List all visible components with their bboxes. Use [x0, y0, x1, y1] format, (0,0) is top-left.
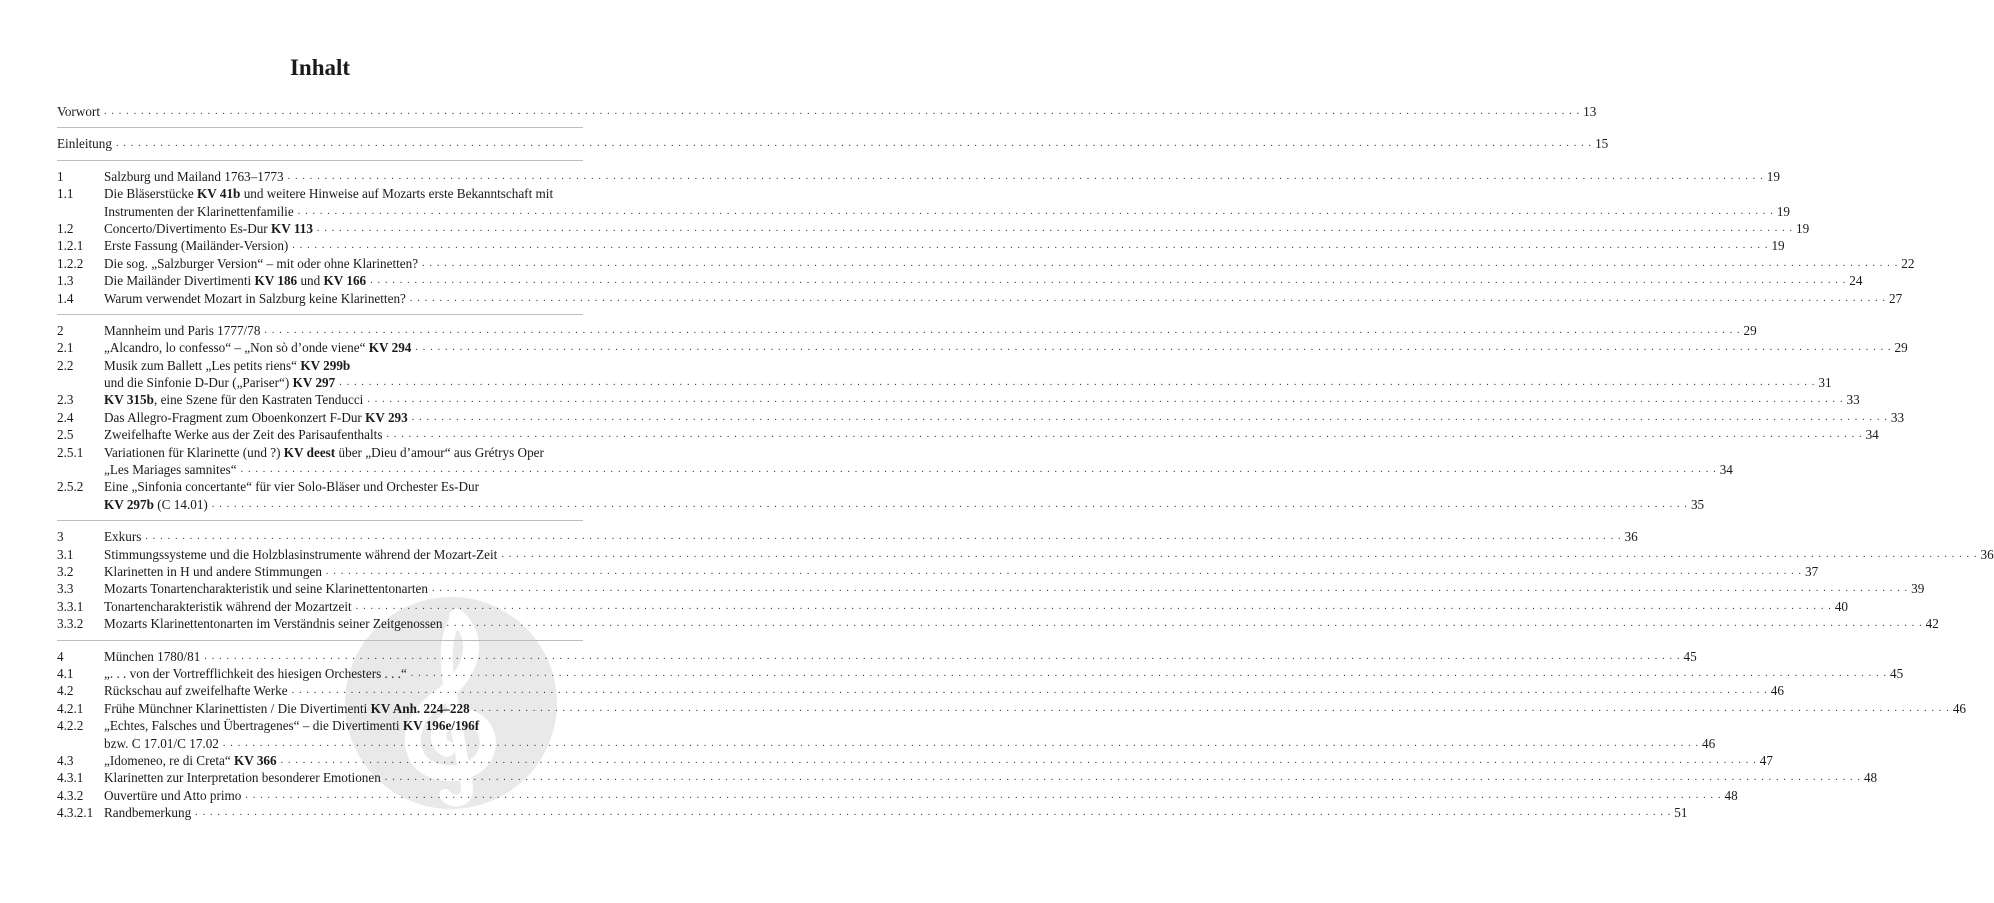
toc-entry[interactable]	[57, 409, 1905, 426]
section-number: 4.3.2.1	[57, 805, 94, 821]
title-text: Concerto/Divertimento Es-Dur	[104, 220, 272, 236]
section-number: 3.3.1	[57, 598, 84, 614]
section-number: 1.4	[57, 290, 74, 306]
page-number: 36	[1980, 546, 1994, 562]
dot-leader: . . . . . . . . . . . . . . . . . . . . . . . . . . . . . . . . . . . . . . . . . . . . . . . . . . . . . . . . . . . . . . . . . . . . . . . . . . . . . . . . . . . . . . . . . . . . . . . . . . . . . . . . . . . . . . . . . . . . . . . . . . . . . . . . . . . . . . . . . . . . . . . . . . . . . . . . . . . . . . . . . . . . . . . . . . . . . . . . . . . . . . . . . . . . . . . . . . . . . . . .	[280, 754, 1757, 766]
section-number: 2	[57, 322, 64, 338]
page-number: 29	[1743, 322, 1757, 338]
toc-entry[interactable]	[57, 220, 1810, 237]
toc-entry[interactable]	[57, 528, 1638, 545]
toc-entry[interactable]	[57, 203, 1790, 220]
entry-title	[104, 682, 288, 699]
title-text: Zweifelhafte Werke aus der Zeit des Parisaufenthalts	[104, 427, 383, 443]
dot-leader: . . . . . . . . . . . . . . . . . . . . . . . . . . . . . . . . . . . . . . . . . . . . . . . . . . . . . . . . . . . . . . . . . . . . . . . . . . . . . . . . . . . . . . . . . . . . . . . . . . . . . . . . . . . . . . . . . . . . . . . . . . . . . . . . . . . . . . . . . . . . . . . . . . . . . . . . . . . . . . . . . . . . . . . . . . . . . . . . . . . . . . . . . . . . . . . . . . . . . . . .	[325, 565, 1803, 577]
page-number: 19	[1796, 220, 1810, 236]
page-number: 39	[1911, 581, 1925, 597]
title-text: „Idomeneo, re di Creta“	[104, 752, 234, 768]
dot-leader: . . . . . . . . . . . . . . . . . . . . . . . . . . . . . . . . . . . . . . . . . . . . . . . . . . . . . . . . . . . . . . . . . . . . . . . . . . . . . . . . . . . . . . . . . . . . . . . . . . . . . . . . . . . . . . . . . . . . . . . . . . . . . . . . . . . . . . . . . . . . . . . . . . . . . . . . . . . . . . . . . . . . . . . . . . . . . . . . . . . . . . . . . . . . . . . . . . . . . . . .	[115, 138, 1593, 150]
title-text: Das Allegro-Fragment zum Oboenkonzert F-Dur	[104, 409, 366, 425]
section-number: 2.2	[57, 357, 74, 373]
page-number: 47	[1759, 752, 1773, 768]
entry-title	[104, 339, 411, 356]
toc-entry[interactable]	[57, 444, 583, 461]
entry-title	[104, 804, 191, 821]
toc-entry[interactable]	[57, 580, 1925, 597]
entry-title	[104, 496, 208, 513]
entry-title	[104, 648, 200, 665]
section-number: 3.3.2	[57, 616, 84, 632]
toc-group	[57, 161, 1915, 315]
toc-entry[interactable]	[57, 752, 1773, 769]
entry-title	[104, 203, 294, 220]
section-number: 1.2	[57, 220, 74, 236]
work-number: KV 294	[368, 340, 412, 356]
entry-title	[104, 787, 241, 804]
title-text: Tonartencharakteristik während der Mozartzeit	[104, 598, 352, 614]
section-number: 3.3	[57, 581, 74, 597]
entry-title	[104, 478, 583, 495]
dot-leader: . . . . . . . . . . . . . . . . . . . . . . . . . . . . . . . . . . . . . . . . . . . . . . . . . . . . . . . . . . . . . . . . . . . . . . . . . . . . . . . . . . . . . . . . . . . . . . . . . . . . . . . . . . . . . . . . . . . . . . . . . . . . . . . . . . . . . . . . . . . . . . . . . . . . . . . . . . . . . . . . . . . . . . . . . . . . . . . . . . . . . . . . . . . . . . . . . . . . . . . .	[316, 222, 1794, 234]
entry-title	[104, 237, 288, 254]
entry-title	[104, 580, 428, 597]
entry-title	[104, 546, 497, 563]
title-text: „Echtes, Falsches und Übertragenes“ – die Divertimenti	[104, 718, 403, 734]
title-text: und weitere Hinweise auf Mozarts erste Bekanntschaft mit	[240, 186, 554, 202]
work-number: KV 166	[323, 273, 367, 289]
entry-title	[104, 598, 352, 615]
page-number: 40	[1834, 598, 1849, 614]
page-number: 19	[1766, 168, 1780, 184]
title-text: , eine Szene für den Kastraten Tenducci	[153, 392, 364, 408]
dot-leader: . . . . . . . . . . . . . . . . . . . . . . . . . . . . . . . . . . . . . . . . . . . . . . . . . . . . . . . . . . . . . . . . . . . . . . . . . . . . . . . . . . . . . . . . . . . . . . . . . . . . . . . . . . . . . . . . . . . . . . . . . . . . . . . . . . . . . . . . . . . . . . . . . . . . . . . . . . . . . . . . . . . . . . . . . . . . . . . . . . . . . . . . . . . . . . . . . . . . . . . .	[264, 324, 1741, 336]
dot-leader: . . . . . . . . . . . . . . . . . . . . . . . . . . . . . . . . . . . . . . . . . . . . . . . . . . . . . . . . . . . . . . . . . . . . . . . . . . . . . . . . . . . . . . . . . . . . . . . . . . . . . . . . . . . . . . . . . . . . . . . . . . . . . . . . . . . . . . . . . . . . . . . . . . . . . . . . . . . . . . . . . . . . . . . . . . . . . . . . . . . . . . . . . . . . . . . . . . . . . . . .	[339, 377, 1816, 389]
section-number: 3.2	[57, 563, 74, 579]
page-number: 48	[1863, 770, 1878, 786]
page-number: 33	[1890, 409, 1905, 425]
entry-title	[104, 426, 382, 443]
toc-entry[interactable]	[57, 717, 583, 734]
toc-entry[interactable]	[57, 237, 1785, 254]
title-text: München 1780/81	[104, 648, 201, 664]
title-text: bzw. C 17.01/C 17.02	[104, 735, 219, 751]
table-of-contents	[57, 96, 1994, 828]
title-text: Mozarts Tonartencharakteristik und seine Klarinettentonarten	[104, 581, 429, 597]
toc-entry[interactable]	[57, 461, 1733, 478]
title-text: Rückschau auf zweifelhafte Werke	[104, 683, 288, 699]
entry-title	[104, 290, 406, 307]
section-number: 4.2.1	[57, 700, 84, 716]
dot-leader: . . . . . . . . . . . . . . . . . . . . . . . . . . . . . . . . . . . . . . . . . . . . . . . . . . . . . . . . . . . . . . . . . . . . . . . . . . . . . . . . . . . . . . . . . . . . . . . . . . . . . . . . . . . . . . . . . . . . . . . . . . . . . . . . . . . . . . . . . . . . . . . . . . . . . . . . . . . . . . . . . . . . . . . . . . . . . . . . . . . . . . . . . . . . . . . . . . . . . . . .	[222, 737, 1700, 749]
toc-entry[interactable]	[57, 185, 583, 202]
work-number: KV 186	[254, 273, 298, 289]
dot-leader: . . . . . . . . . . . . . . . . . . . . . . . . . . . . . . . . . . . . . . . . . . . . . . . . . . . . . . . . . . . . . . . . . . . . . . . . . . . . . . . . . . . . . . . . . . . . . . . . . . . . . . . . . . . . . . . . . . . . . . . . . . . . . . . . . . . . . . . . . . . . . . . . . . . . . . . . . . . . . . . . . . . . . . . . . . . . . . . . . . . . . . . . . . . . . . . . . . . . . . . .	[292, 240, 1769, 252]
page-number: 24	[1849, 273, 1863, 289]
section-number: 1	[57, 168, 64, 184]
toc-group	[57, 96, 1597, 128]
title-text: „Alcandro, lo confesso“ – „Non sò d’onde viene“	[104, 340, 369, 356]
title-text: Klarinetten in H und andere Stimmungen	[104, 563, 322, 579]
title-text: „Les Mariages samnites“	[104, 462, 237, 478]
title-text: Die Bläserstücke	[104, 186, 198, 202]
title-text: und die Sinfonie D-Dur („Pariser“)	[104, 375, 293, 391]
section-number: 1.2.2	[57, 255, 84, 271]
dot-leader: . . . . . . . . . . . . . . . . . . . . . . . . . . . . . . . . . . . . . . . . . . . . . . . . . . . . . . . . . . . . . . . . . . . . . . . . . . . . . . . . . . . . . . . . . . . . . . . . . . . . . . . . . . . . . . . . . . . . . . . . . . . . . . . . . . . . . . . . . . . . . . . . . . . . . . . . . . . . . . . . . . . . . . . . . . . . . . . . . . . . . . . . . . . . . . . . . . . . . . . .	[410, 667, 1888, 679]
entry-title	[104, 665, 407, 682]
title-text: Musik zum Ballett „Les petits riens“	[104, 357, 301, 373]
toc-entry[interactable]	[57, 255, 1915, 272]
dot-leader: . . . . . . . . . . . . . . . . . . . . . . . . . . . . . . . . . . . . . . . . . . . . . . . . . . . . . . . . . . . . . . . . . . . . . . . . . . . . . . . . . . . . . . . . . . . . . . . . . . . . . . . . . . . . . . . . . . . . . . . . . . . . . . . . . . . . . . . . . . . . . . . . . . . . . . . . . . . . . . . . . . . . . . . . . . . . . . . . . . . . . . . . . . . . . . . . . . . . . . . .	[245, 789, 1722, 801]
title-text: Exkurs	[104, 529, 142, 545]
section-number: 4.2	[57, 683, 74, 699]
page-number: 34	[1719, 462, 1733, 478]
entry-title	[104, 700, 470, 717]
section-number	[57, 496, 104, 513]
entry-title	[104, 391, 363, 408]
toc-entry[interactable]	[57, 735, 1716, 752]
dot-leader: . . . . . . . . . . . . . . . . . . . . . . . . . . . . . . . . . . . . . . . . . . . . . . . . . . . . . . . . . . . . . . . . . . . . . . . . . . . . . . . . . . . . . . . . . . . . . . . . . . . . . . . . . . . . . . . . . . . . . . . . . . . . . . . . . . . . . . . . . . . . . . . . . . . . . . . . . . . . . . . . . . . . . . . . . . . . . . . . . . . . . . . . . . . . . . . . . . . . . . . .	[297, 205, 1774, 217]
page-number: 42	[1925, 616, 1939, 632]
entry-title	[104, 322, 260, 339]
page-number: 35	[1690, 496, 1705, 512]
section-number: 2.5.2	[57, 479, 84, 495]
section-number: 2.5	[57, 427, 74, 443]
title-text: Mannheim und Paris 1777/78	[104, 322, 261, 338]
title-text: Einleitung	[57, 136, 112, 152]
toc-entry[interactable]	[57, 648, 1697, 665]
entry-title	[104, 615, 443, 632]
entry-title	[104, 272, 366, 289]
entry-title	[104, 461, 237, 478]
toc-entry[interactable]	[57, 478, 583, 495]
page-number: 37	[1805, 563, 1819, 579]
dot-leader: . . . . . . . . . . . . . . . . . . . . . . . . . . . . . . . . . . . . . . . . . . . . . . . . . . . . . . . . . . . . . . . . . . . . . . . . . . . . . . . . . . . . . . . . . . . . . . . . . . . . . . . . . . . . . . . . . . . . . . . . . . . . . . . . . . . . . . . . . . . . . . . . . . . . . . . . . . . . . . . . . . . . . . . . . . . . . . . . . . . . . . . . . . . . . . . . . . . . . . . .	[204, 650, 1681, 662]
title-text: Warum verwendet Mozart in Salzburg keine Klarinetten?	[104, 290, 406, 306]
work-number: KV 366	[233, 752, 277, 768]
dot-leader: . . . . . . . . . . . . . . . . . . . . . . . . . . . . . . . . . . . . . . . . . . . . . . . . . . . . . . . . . . . . . . . . . . . . . . . . . . . . . . . . . . . . . . . . . . . . . . . . . . . . . . . . . . . . . . . . . . . . . . . . . . . . . . . . . . . . . . . . . . . . . . . . . . . . . . . . . . . . . . . . . . . . . . . . . . . . . . . . . . . . . . . . . . . . . . . . . . . . . . . .	[384, 772, 1862, 784]
section-number	[57, 735, 104, 752]
toc-entry[interactable]	[57, 804, 1688, 821]
entry-title	[104, 255, 418, 272]
toc-entry[interactable]	[57, 374, 1832, 391]
toc-entry[interactable]	[57, 546, 1994, 563]
dot-leader: . . . . . . . . . . . . . . . . . . . . . . . . . . . . . . . . . . . . . . . . . . . . . . . . . . . . . . . . . . . . . . . . . . . . . . . . . . . . . . . . . . . . . . . . . . . . . . . . . . . . . . . . . . . . . . . . . . . . . . . . . . . . . . . . . . . . . . . . . . . . . . . . . . . . . . . . . . . . . . . . . . . . . . . . . . . . . . . . . . . . . . . . . . . . . . . . . . . . . . . .	[355, 600, 1833, 612]
section-number: 4.1	[57, 665, 74, 681]
section-number: 2.1	[57, 340, 74, 356]
work-number: KV 41b	[197, 186, 241, 202]
toc-entry[interactable]	[57, 682, 1784, 699]
title-text: und	[297, 273, 324, 289]
toc-entry[interactable]	[57, 665, 1904, 682]
page-number: 34	[1865, 427, 1879, 443]
entry-title	[104, 528, 141, 545]
page-number: 36	[1624, 529, 1638, 545]
toc-entry[interactable]	[57, 563, 1819, 580]
section-number: 1.1	[57, 186, 74, 202]
page-number: 51	[1674, 805, 1688, 821]
section-number: 3.1	[57, 546, 74, 562]
toc-group	[57, 315, 1908, 521]
page-number: 19	[1776, 203, 1790, 219]
page-number: 45	[1890, 665, 1904, 681]
work-number: KV 113	[271, 220, 313, 236]
dot-leader: . . . . . . . . . . . . . . . . . . . . . . . . . . . . . . . . . . . . . . . . . . . . . . . . . . . . . . . . . . . . . . . . . . . . . . . . . . . . . . . . . . . . . . . . . . . . . . . . . . . . . . . . . . . . . . . . . . . . . . . . . . . . . . . . . . . . . . . . . . . . . . . . . . . . . . . . . . . . . . . . . . . . . . . . . . . . . . . . . . . . . . . . . . . . . . . . . . . . . . . .	[145, 531, 1622, 543]
entry-title	[104, 409, 408, 426]
dot-leader: . . . . . . . . . . . . . . . . . . . . . . . . . . . . . . . . . . . . . . . . . . . . . . . . . . . . . . . . . . . . . . . . . . . . . . . . . . . . . . . . . . . . . . . . . . . . . . . . . . . . . . . . . . . . . . . . . . . . . . . . . . . . . . . . . . . . . . . . . . . . . . . . . . . . . . . . . . . . . . . . . . . . . . . . . . . . . . . . . . . . . . . . . . . . . . . . . . . . . . . .	[195, 807, 1672, 819]
title-text: (C 14.01)	[153, 496, 208, 512]
section-number: 3	[57, 529, 64, 545]
work-number: KV Anh. 224–228	[370, 700, 470, 716]
section-number: 1.3	[57, 273, 74, 289]
toc-entry[interactable]	[57, 615, 1939, 632]
page-number: 31	[1818, 375, 1832, 391]
toc-entry[interactable]	[57, 339, 1908, 356]
entry-title	[104, 444, 583, 461]
page-number: 22	[1901, 255, 1915, 271]
title-text: Vorwort	[57, 104, 100, 119]
entry-title	[104, 563, 322, 580]
toc-entry[interactable]	[57, 391, 1860, 408]
dot-leader: . . . . . . . . . . . . . . . . . . . . . . . . . . . . . . . . . . . . . . . . . . . . . . . . . . . . . . . . . . . . . . . . . . . . . . . . . . . . . . . . . . . . . . . . . . . . . . . . . . . . . . . . . . . . . . . . . . . . . . . . . . . . . . . . . . . . . . . . . . . . . . . . . . . . . . . . . . . . . . . . . . . . . . . . . . . . . . . . . . . . . . . . . . . . . . . . . . . . . . . .	[103, 106, 1581, 117]
section-number: 2.5.1	[57, 444, 84, 460]
toc-entry[interactable]	[57, 168, 1780, 185]
dot-leader: . . . . . . . . . . . . . . . . . . . . . . . . . . . . . . . . . . . . . . . . . . . . . . . . . . . . . . . . . . . . . . . . . . . . . . . . . . . . . . . . . . . . . . . . . . . . . . . . . . . . . . . . . . . . . . . . . . . . . . . . . . . . . . . . . . . . . . . . . . . . . . . . . . . . . . . . . . . . . . . . . . . . . . . . . . . . . . . . . . . . . . . . . . . . . . . . . . . . . . . .	[411, 411, 1889, 423]
toc-entry[interactable]	[57, 426, 1879, 443]
dot-leader: . . . . . . . . . . . . . . . . . . . . . . . . . . . . . . . . . . . . . . . . . . . . . . . . . . . . . . . . . . . . . . . . . . . . . . . . . . . . . . . . . . . . . . . . . . . . . . . . . . . . . . . . . . . . . . . . . . . . . . . . . . . . . . . . . . . . . . . . . . . . . . . . . . . . . . . . . . . . . . . . . . . . . . . . . . . . . . . . . . . . . . . . . . . . . . . . . . . . . . . .	[446, 618, 1923, 630]
toc-entry[interactable]	[57, 357, 583, 374]
dot-leader: . . . . . . . . . . . . . . . . . . . . . . . . . . . . . . . . . . . . . . . . . . . . . . . . . . . . . . . . . . . . . . . . . . . . . . . . . . . . . . . . . . . . . . . . . . . . . . . . . . . . . . . . . . . . . . . . . . . . . . . . . . . . . . . . . . . . . . . . . . . . . . . . . . . . . . . . . . . . . . . . . . . . . . . . . . . . . . . . . . . . . . . . . . . . . . . . . . . . . . . .	[473, 702, 1950, 714]
work-number: KV 297	[292, 375, 336, 391]
entry-title	[104, 717, 583, 734]
page-title: Inhalt	[289, 55, 351, 80]
entry-title	[104, 357, 583, 374]
toc-entry[interactable]	[57, 700, 1966, 717]
section-number: 4	[57, 648, 64, 664]
section-number	[57, 461, 104, 478]
dot-leader: . . . . . . . . . . . . . . . . . . . . . . . . . . . . . . . . . . . . . . . . . . . . . . . . . . . . . . . . . . . . . . . . . . . . . . . . . . . . . . . . . . . . . . . . . . . . . . . . . . . . . . . . . . . . . . . . . . . . . . . . . . . . . . . . . . . . . . . . . . . . . . . . . . . . . . . . . . . . . . . . . . . . . . . . . . . . . . . . . . . . . . . . . . . . . . . . . . . . . . . .	[367, 394, 1844, 406]
title-text: Instrumenten der Klarinettenfamilie	[104, 203, 294, 219]
entry-title	[104, 220, 313, 237]
toc-group	[57, 641, 1966, 829]
section-number	[57, 374, 104, 391]
title-text: Frühe Münchner Klarinettisten / Die Divertimenti	[104, 700, 371, 716]
page-number: 46	[1702, 735, 1716, 751]
toc-entry[interactable]	[57, 272, 1863, 289]
work-number: KV 196e/196f	[402, 718, 480, 734]
dot-leader: . . . . . . . . . . . . . . . . . . . . . . . . . . . . . . . . . . . . . . . . . . . . . . . . . . . . . . . . . . . . . . . . . . . . . . . . . . . . . . . . . . . . . . . . . . . . . . . . . . . . . . . . . . . . . . . . . . . . . . . . . . . . . . . . . . . . . . . . . . . . . . . . . . . . . . . . . . . . . . . . . . . . . . . . . . . . . . . . . . . . . . . . . . . . . . . . . . . . . . . .	[291, 685, 1768, 697]
page-number: 48	[1724, 787, 1738, 803]
dot-leader: . . . . . . . . . . . . . . . . . . . . . . . . . . . . . . . . . . . . . . . . . . . . . . . . . . . . . . . . . . . . . . . . . . . . . . . . . . . . . . . . . . . . . . . . . . . . . . . . . . . . . . . . . . . . . . . . . . . . . . . . . . . . . . . . . . . . . . . . . . . . . . . . . . . . . . . . . . . . . . . . . . . . . . . . . . . . . . . . . . . . . . . . . . . . . . . . . . . . . . . .	[240, 464, 1717, 476]
section-number: 4.2.2	[57, 718, 84, 734]
page-number: 19	[1771, 238, 1785, 254]
entry-title	[104, 168, 284, 185]
page-number: 29	[1894, 340, 1908, 356]
title-text: Die Mailänder Divertimenti	[104, 273, 255, 289]
title-text: über „Dieu d’amour“ aus Grétrys Oper	[335, 444, 544, 460]
dot-leader: . . . . . . . . . . . . . . . . . . . . . . . . . . . . . . . . . . . . . . . . . . . . . . . . . . . . . . . . . . . . . . . . . . . . . . . . . . . . . . . . . . . . . . . . . . . . . . . . . . . . . . . . . . . . . . . . . . . . . . . . . . . . . . . . . . . . . . . . . . . . . . . . . . . . . . . . . . . . . . . . . . . . . . . . . . . . . . . . . . . . . . . . . . . . . . . . . . . . . . . .	[287, 170, 1764, 182]
page-number: 46	[1952, 700, 1966, 716]
toc-entry[interactable]	[57, 322, 1757, 339]
work-number: KV deest	[283, 444, 336, 460]
title-text: Stimmungssysteme und die Holzblasinstrumente während der Mozart-Zeit	[104, 546, 498, 562]
title-text: Salzburg und Mailand 1763–1773	[104, 168, 284, 184]
title-text: Ouvertüre und Atto primo	[104, 787, 242, 803]
toc-group	[57, 521, 1994, 640]
dot-leader: . . . . . . . . . . . . . . . . . . . . . . . . . . . . . . . . . . . . . . . . . . . . . . . . . . . . . . . . . . . . . . . . . . . . . . . . . . . . . . . . . . . . . . . . . . . . . . . . . . . . . . . . . . . . . . . . . . . . . . . . . . . . . . . . . . . . . . . . . . . . . . . . . . . . . . . . . . . . . . . . . . . . . . . . . . . . . . . . . . . . . . . . . . . . . . . . . . . . . . . .	[501, 548, 1978, 560]
entry-title	[104, 374, 335, 391]
toc-entry[interactable]	[57, 598, 1849, 615]
title-text: „. . . von der Vortrefflichkeit des hiesigen Orchesters . . .“	[104, 665, 407, 681]
title-text: Variationen für Klarinette (und ?)	[104, 444, 284, 460]
section-number: 4.3.2	[57, 787, 84, 803]
toc-entry[interactable]	[57, 769, 1878, 786]
title-text: Mozarts Klarinettentonarten im Verständnis seiner Zeitgenossen	[104, 616, 443, 632]
entry-title	[104, 769, 381, 786]
entry-title	[57, 135, 112, 152]
work-number: KV 299b	[300, 357, 351, 373]
entry-title	[104, 185, 583, 202]
toc-entry[interactable]	[57, 290, 1903, 307]
dot-leader: . . . . . . . . . . . . . . . . . . . . . . . . . . . . . . . . . . . . . . . . . . . . . . . . . . . . . . . . . . . . . . . . . . . . . . . . . . . . . . . . . . . . . . . . . . . . . . . . . . . . . . . . . . . . . . . . . . . . . . . . . . . . . . . . . . . . . . . . . . . . . . . . . . . . . . . . . . . . . . . . . . . . . . . . . . . . . . . . . . . . . . . . . . . . . . . . . . . . . . . .	[370, 275, 1847, 287]
title-text: Die sog. „Salzburger Version“ – mit oder ohne Klarinetten?	[104, 255, 419, 271]
toc-entry[interactable]	[57, 135, 1609, 152]
page-number: 45	[1683, 648, 1697, 664]
dot-leader: . . . . . . . . . . . . . . . . . . . . . . . . . . . . . . . . . . . . . . . . . . . . . . . . . . . . . . . . . . . . . . . . . . . . . . . . . . . . . . . . . . . . . . . . . . . . . . . . . . . . . . . . . . . . . . . . . . . . . . . . . . . . . . . . . . . . . . . . . . . . . . . . . . . . . . . . . . . . . . . . . . . . . . . . . . . . . . . . . . . . . . . . . . . . . . . . . . . . . . . .	[386, 429, 1863, 441]
title-text: Eine „Sinfonia concertante“ für vier Solo-Bläser und Orchester Es-Dur	[104, 479, 479, 495]
work-number: KV 315b	[104, 392, 154, 408]
section-number: 4.3.1	[57, 770, 84, 786]
work-number: KV 293	[365, 409, 408, 425]
toc-entry[interactable]	[57, 103, 1597, 120]
toc-entry[interactable]	[57, 787, 1738, 804]
entry-title	[104, 752, 277, 769]
title-text: Klarinetten zur Interpretation besonderer Emotionen	[104, 770, 381, 786]
page-number: 33	[1846, 392, 1860, 408]
section-number: 2.3	[57, 392, 74, 408]
dot-leader: . . . . . . . . . . . . . . . . . . . . . . . . . . . . . . . . . . . . . . . . . . . . . . . . . . . . . . . . . . . . . . . . . . . . . . . . . . . . . . . . . . . . . . . . . . . . . . . . . . . . . . . . . . . . . . . . . . . . . . . . . . . . . . . . . . . . . . . . . . . . . . . . . . . . . . . . . . . . . . . . . . . . . . . . . . . . . . . . . . . . . . . . . . . . . . . . . . . . . . . .	[432, 583, 1909, 595]
page-number: 15	[1595, 136, 1609, 152]
title-text: Randbemerkung	[104, 805, 192, 821]
toc-group	[57, 128, 1609, 160]
dot-leader: . . . . . . . . . . . . . . . . . . . . . . . . . . . . . . . . . . . . . . . . . . . . . . . . . . . . . . . . . . . . . . . . . . . . . . . . . . . . . . . . . . . . . . . . . . . . . . . . . . . . . . . . . . . . . . . . . . . . . . . . . . . . . . . . . . . . . . . . . . . . . . . . . . . . . . . . . . . . . . . . . . . . . . . . . . . . . . . . . . . . . . . . . . . . . . . . . . . . . . . .	[415, 342, 1892, 354]
page-number: 13	[1583, 104, 1597, 119]
section-number: 2.4	[57, 409, 74, 425]
entry-title	[104, 735, 219, 752]
title-text: Erste Fassung (Mailänder-Version)	[104, 238, 289, 254]
section-number	[57, 203, 104, 220]
dot-leader: . . . . . . . . . . . . . . . . . . . . . . . . . . . . . . . . . . . . . . . . . . . . . . . . . . . . . . . . . . . . . . . . . . . . . . . . . . . . . . . . . . . . . . . . . . . . . . . . . . . . . . . . . . . . . . . . . . . . . . . . . . . . . . . . . . . . . . . . . . . . . . . . . . . . . . . . . . . . . . . . . . . . . . . . . . . . . . . . . . . . . . . . . . . . . . . . . . . . . . . .	[211, 498, 1689, 510]
section-number: 4.3	[57, 752, 74, 768]
entry-title	[57, 103, 100, 120]
work-number: KV 297b	[104, 496, 154, 512]
section-number: 1.2.1	[57, 238, 84, 254]
toc-entry[interactable]	[57, 496, 1705, 513]
page-number: 27	[1889, 290, 1903, 306]
page-number: 46	[1770, 683, 1784, 699]
dot-leader: . . . . . . . . . . . . . . . . . . . . . . . . . . . . . . . . . . . . . . . . . . . . . . . . . . . . . . . . . . . . . . . . . . . . . . . . . . . . . . . . . . . . . . . . . . . . . . . . . . . . . . . . . . . . . . . . . . . . . . . . . . . . . . . . . . . . . . . . . . . . . . . . . . . . . . . . . . . . . . . . . . . . . . . . . . . . . . . . . . . . . . . . . . . . . . . . . . . . . . . .	[409, 292, 1887, 304]
dot-leader: . . . . . . . . . . . . . . . . . . . . . . . . . . . . . . . . . . . . . . . . . . . . . . . . . . . . . . . . . . . . . . . . . . . . . . . . . . . . . . . . . . . . . . . . . . . . . . . . . . . . . . . . . . . . . . . . . . . . . . . . . . . . . . . . . . . . . . . . . . . . . . . . . . . . . . . . . . . . . . . . . . . . . . . . . . . . . . . . . . . . . . . . . . . . . . . . . . . . . . . .	[422, 257, 1899, 269]
